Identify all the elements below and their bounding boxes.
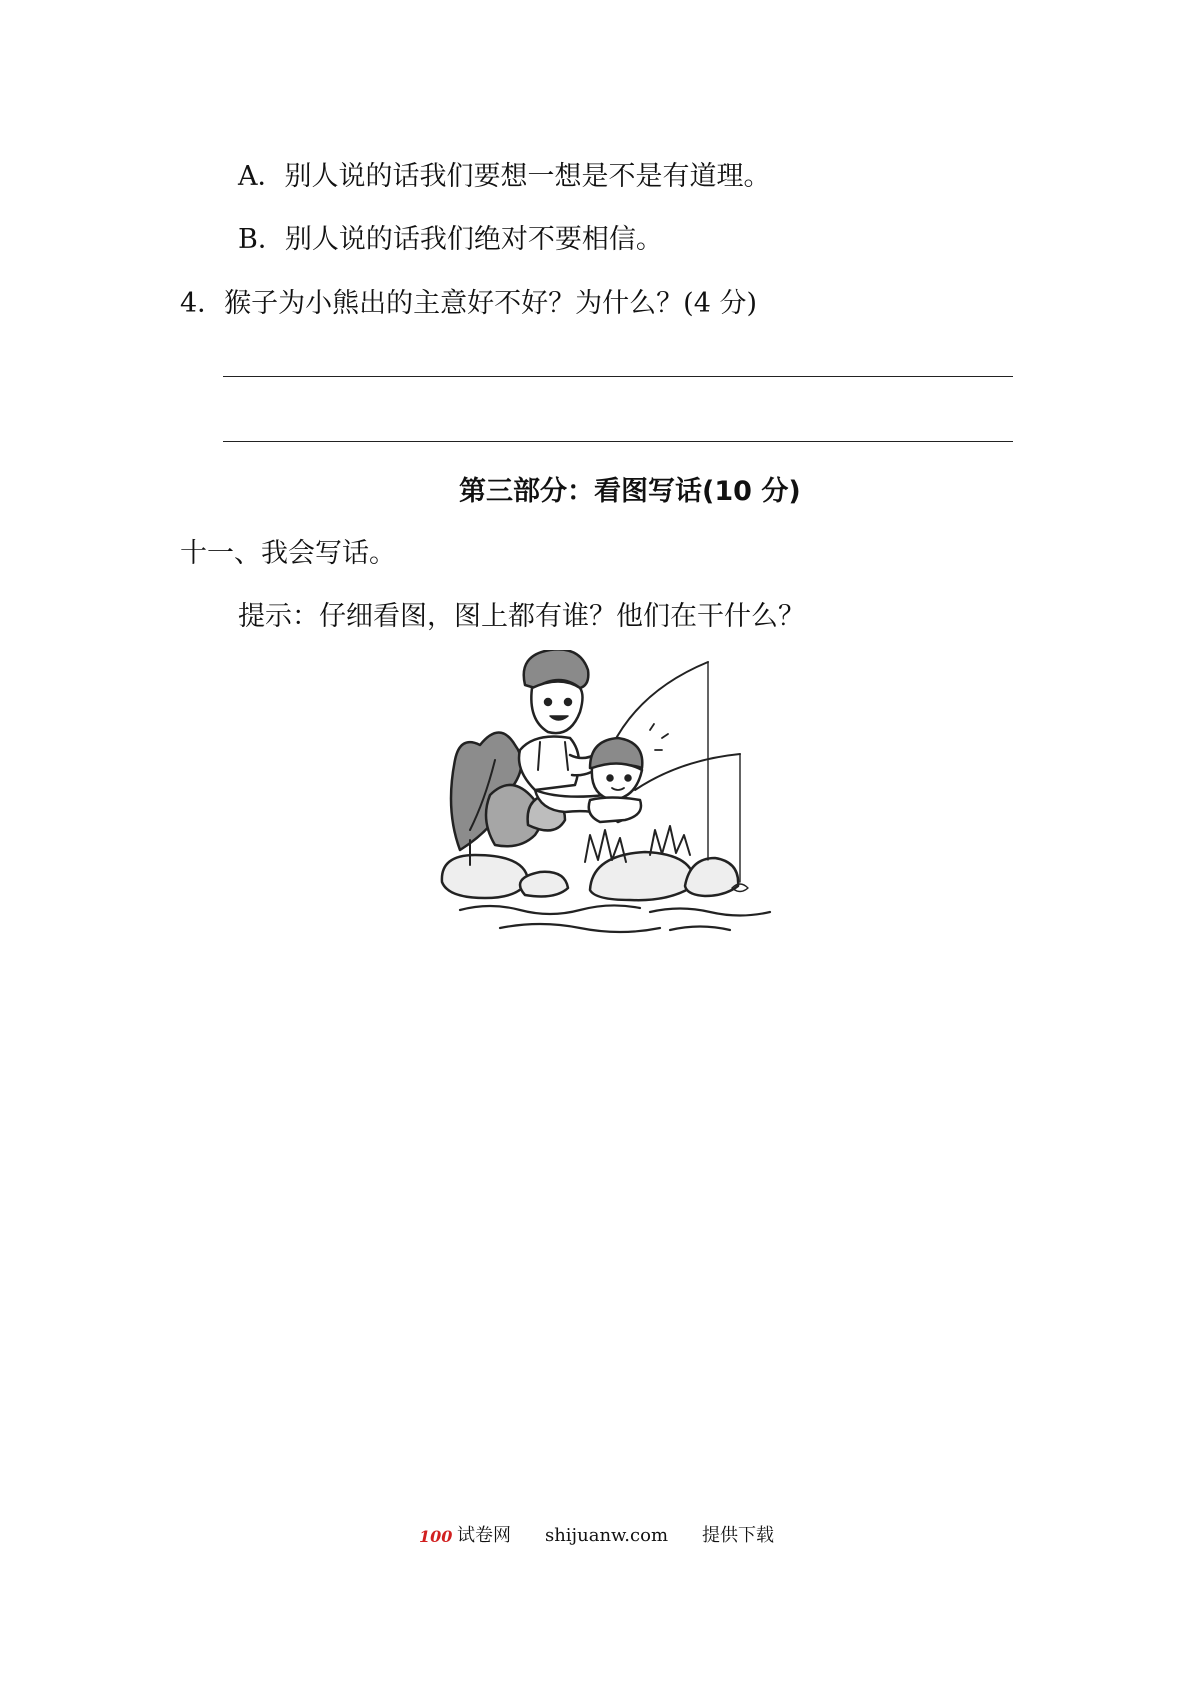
answer-line-2[interactable] (223, 441, 1013, 442)
rocks (442, 852, 738, 900)
logo-text: 100 (418, 1527, 453, 1546)
father-and-son-fishing-illustration (440, 650, 800, 950)
option-b: B．别人说的话我们绝对不要相信。 (238, 224, 663, 255)
option-a: A．别人说的话我们要想一想是不是有道理。 (238, 161, 771, 192)
footer-note: 提供下载 (702, 1525, 775, 1546)
question-11-hint: 提示：仔细看图，图上都有谁？他们在干什么？ (238, 601, 805, 632)
question-11-title: 十一、我会写话。 (180, 538, 396, 569)
section-title: 第三部分：看图写话(10 分) (459, 476, 801, 507)
water-waves (460, 905, 770, 932)
site-logo (417, 1525, 457, 1547)
answer-line-1[interactable] (223, 376, 1013, 377)
footer-site-name: 试卷网 (456, 1525, 511, 1546)
question-4: 4．猴子为小熊出的主意好不好？为什么？(4 分) (180, 288, 758, 319)
footer (0, 1524, 1191, 1548)
footer-domain[interactable]: shijuanw.com (544, 1525, 669, 1546)
